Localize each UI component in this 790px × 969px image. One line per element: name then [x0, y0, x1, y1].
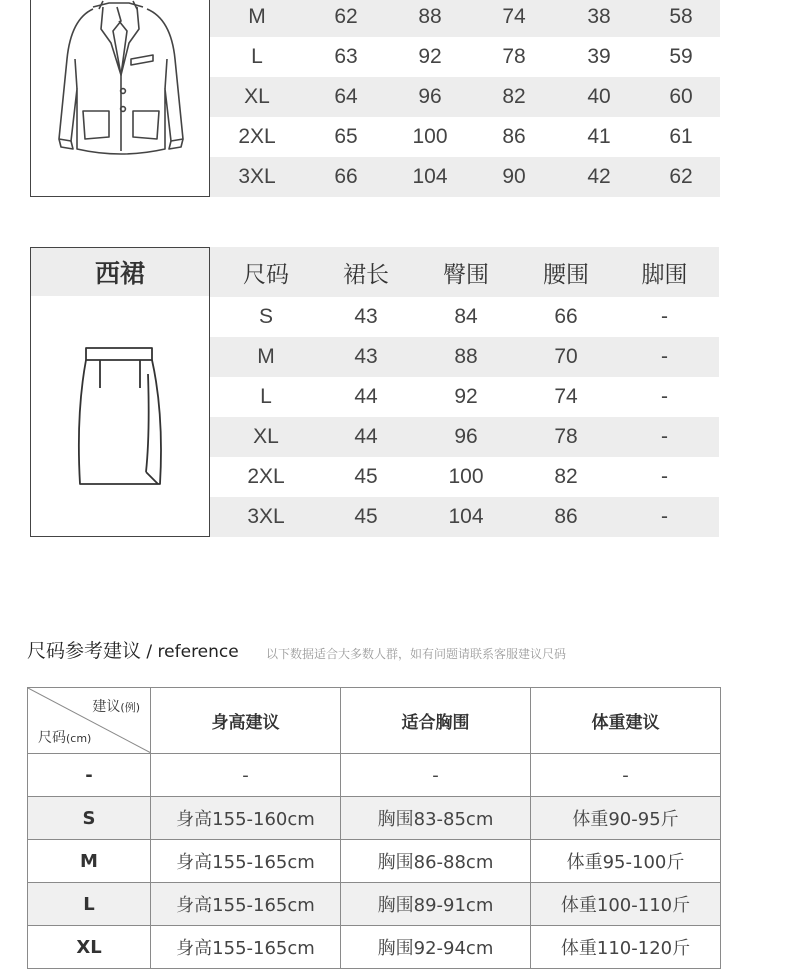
- reference-title: [27, 636, 239, 663]
- size-cell: M: [28, 840, 151, 883]
- chest-cell: 胸围89-91cm: [341, 883, 531, 926]
- table-row: [210, 457, 719, 497]
- chest-cell: 胸围86-88cm: [341, 840, 531, 883]
- size-cell: M: [248, 5, 266, 28]
- value-cell: 61: [669, 125, 693, 148]
- header-height: 身高建议: [151, 688, 341, 754]
- header-weight: 体重建议: [531, 688, 721, 754]
- height-cell: 身高155-165cm: [151, 840, 341, 883]
- table-row: [28, 840, 721, 883]
- table-row: [210, 417, 719, 457]
- jacket-illustration-box: [30, 0, 210, 197]
- height-cell: -: [151, 754, 341, 797]
- chest-cell: 胸围83-85cm: [341, 797, 531, 840]
- height-cell: 身高155-160cm: [151, 797, 341, 840]
- value-cell: 62: [669, 165, 693, 188]
- value-cell: 43: [354, 345, 378, 368]
- value-cell: 38: [587, 5, 611, 28]
- height-cell: 身高155-165cm: [151, 883, 341, 926]
- value-cell: 42: [587, 165, 611, 188]
- value-cell: 62: [334, 5, 358, 28]
- value-cell: 96: [418, 85, 442, 108]
- value-cell: 45: [354, 505, 378, 528]
- table-row: [210, 117, 720, 157]
- value-cell: -: [661, 465, 668, 488]
- value-cell: 100: [412, 125, 448, 148]
- reference-table: [27, 687, 721, 969]
- table-row: [210, 297, 719, 337]
- value-cell: 39: [587, 45, 611, 68]
- chest-cell: -: [341, 754, 531, 797]
- value-cell: 45: [354, 465, 378, 488]
- table-row: [210, 337, 719, 377]
- table-row: [28, 754, 721, 797]
- size-cell: M: [257, 345, 275, 368]
- skirt-title: 西裙: [31, 248, 209, 296]
- value-cell: 65: [334, 125, 358, 148]
- value-cell: 86: [554, 505, 578, 528]
- table-row: [210, 157, 720, 197]
- size-cell: -: [28, 754, 151, 797]
- value-cell: -: [661, 425, 668, 448]
- value-cell: 82: [554, 465, 578, 488]
- table-row: [210, 497, 719, 537]
- value-cell: 59: [669, 45, 693, 68]
- value-cell: -: [661, 345, 668, 368]
- value-cell: -: [661, 305, 668, 328]
- value-cell: 41: [587, 125, 611, 148]
- size-cell: 3XL: [247, 505, 285, 528]
- value-cell: 96: [454, 425, 478, 448]
- value-cell: -: [661, 385, 668, 408]
- value-cell: 44: [354, 425, 378, 448]
- size-cell: S: [258, 305, 273, 328]
- value-cell: 88: [418, 5, 442, 28]
- value-cell: 104: [412, 165, 448, 188]
- size-cell: S: [28, 797, 151, 840]
- reference-title-cn: 尺码参考建议: [27, 640, 142, 662]
- table-row: [28, 926, 721, 969]
- header-hip: 臀围: [443, 260, 489, 287]
- value-cell: 78: [502, 45, 526, 68]
- table-row: [210, 77, 720, 117]
- value-cell: 74: [554, 385, 578, 408]
- header-hem: 脚围: [641, 260, 688, 287]
- value-cell: 70: [554, 345, 578, 368]
- table-row: [28, 797, 721, 840]
- value-cell: 86: [502, 125, 526, 148]
- value-cell: 78: [554, 425, 578, 448]
- table-row: [210, 0, 720, 37]
- size-cell: L: [251, 45, 263, 68]
- corner-top-label: 建议(例): [92, 699, 140, 715]
- corner-bottom-label: 尺码(cm): [38, 730, 92, 746]
- size-cell: XL: [253, 425, 279, 448]
- size-cell: 2XL: [238, 125, 276, 148]
- value-cell: 100: [448, 465, 484, 488]
- value-cell: 92: [454, 385, 478, 408]
- value-cell: 64: [334, 85, 358, 108]
- value-cell: 74: [502, 5, 526, 28]
- jacket-icon: [31, 0, 209, 196]
- skirt-icon: [70, 344, 170, 489]
- weight-cell: 体重90-95斤: [531, 797, 721, 840]
- weight-cell: 体重95-100斤: [531, 840, 721, 883]
- size-cell: L: [260, 385, 272, 408]
- size-cell: XL: [244, 85, 270, 108]
- size-cell: XL: [28, 926, 151, 969]
- table-row: [28, 883, 721, 926]
- value-cell: 84: [454, 305, 478, 328]
- reference-header-row: [28, 688, 721, 754]
- size-cell: 3XL: [238, 165, 276, 188]
- reference-title-en: / reference: [141, 642, 239, 662]
- value-cell: 82: [502, 85, 526, 108]
- skirt-table-header: [210, 247, 719, 297]
- height-cell: 身高155-165cm: [151, 926, 341, 969]
- value-cell: 104: [448, 505, 484, 528]
- value-cell: 44: [354, 385, 378, 408]
- value-cell: 88: [454, 345, 478, 368]
- size-cell: 2XL: [247, 465, 285, 488]
- size-cell: L: [28, 883, 151, 926]
- value-cell: 58: [669, 5, 693, 28]
- value-cell: 63: [334, 45, 358, 68]
- table-row: [210, 377, 719, 417]
- header-waist: 腰围: [543, 260, 589, 287]
- value-cell: 66: [334, 165, 358, 188]
- table-row: [210, 37, 720, 77]
- header-length: 裙长: [343, 260, 389, 287]
- value-cell: -: [661, 505, 668, 528]
- value-cell: 43: [354, 305, 378, 328]
- value-cell: 90: [502, 165, 526, 188]
- reference-note: 以下数据适合大多数人群，如有问题请联系客服建议尺码: [266, 647, 567, 661]
- weight-cell: -: [531, 754, 721, 797]
- weight-cell: 体重110-120斤: [531, 926, 721, 969]
- value-cell: 66: [554, 305, 578, 328]
- weight-cell: 体重100-110斤: [531, 883, 721, 926]
- corner-cell: [28, 688, 151, 754]
- chest-cell: 胸围92-94cm: [341, 926, 531, 969]
- header-chest: 适合胸围: [341, 688, 531, 754]
- value-cell: 92: [418, 45, 442, 68]
- value-cell: 40: [587, 85, 611, 108]
- value-cell: 60: [669, 85, 693, 108]
- header-size: 尺码: [243, 260, 289, 287]
